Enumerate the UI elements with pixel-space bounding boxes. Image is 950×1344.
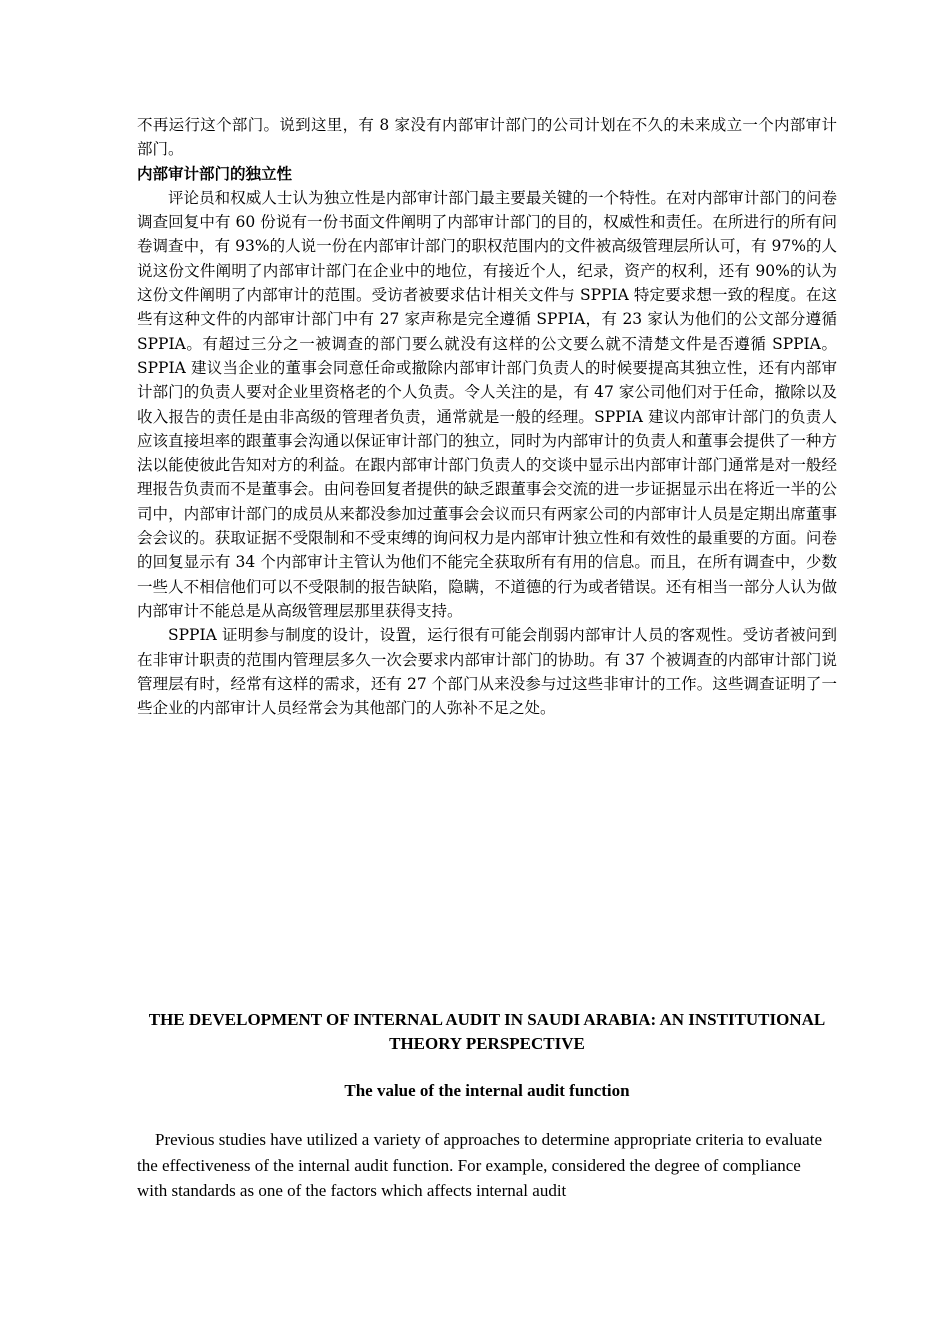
chinese-text-section bbox=[137, 113, 837, 720]
english-title: THE DEVELOPMENT OF INTERNAL AUDIT IN SAUDI ARABIA: AN INSTITUTIONAL THEORY PERSPECTIVE bbox=[148, 1010, 826, 1053]
english-body-paragraph: Previous studies have utilized a variety of approaches to determine appropriate criteria to evaluate the effectiveness of the internal audit function. For example, considered the degree of compliance with standards as one of the factors which affects internal audit bbox=[137, 1130, 822, 1200]
continuation-paragraph: 不再运行这个部门。说到这里，有 8 家没有内部审计部门的公司计划在不久的未来成立一个内部审计部门。 bbox=[137, 116, 837, 159]
body-paragraph-1: 评论员和权威人士认为独立性是内部审计部门最主要最关键的一个特性。在对内部审计部门的问卷调查回复中有 60 份说有一份书面文件阐明了内部审计部门的目的，权威性和责任。在所进行的所有问卷调查中，有 93%的人说一份在内部审计部门的职权范围内的文件被高级管理层所认可，有 97%的人说这份文件阐明了内部审计部门在企业中的地位，有接近个人，纪录，资产的权利，还有 90%的认为这份文件阐明了内部审计的范围。受访者被要求估计相关文件与 SPPIA 特定要求想一致的程度。在这些有这种文件的内部审计部门中有 27 家声称是完全遵循 SPPIA，有 23 家认为他们的公文部分遵循 SPPIA。有超过三分之一被调查的部门要么就没有这样的公文要么就不清楚文件是否遵循 SPPIA。SPPIA 建议当企业的董事会同意任命或撤除内部审计部门负责人的时候要提高其独立性，还有内部审计部门的负责人要对企业里资格老的个人负责。令人关注的是，有 47 家公司他们对于任命，撤除以及收入报告的责任是由非高级的管理者负责，通常就是一般的经理。SPPIA 建议内部审计部门的负责人应该直接坦率的跟董事会沟通以保证审计部门的独立，同时为内部审计的负责人和董事会提供了一种方法以能使彼此告知对方的利益。在跟内部审计部门负责人的交谈中显示出内部审计部门通常是对一般经理报告负责而不是董事会。由问卷回复者提供的缺乏跟董事会交流的进一步证据显示出在将近一半的公司中，内部审计部门的成员从来都没参加过董事会会议而只有两家公司的内部审计人员是定期出席董事会会议的。获取证据不受限制和不受束缚的询问权力是内部审计独立性和有效性的最重要的方面。问卷的回复显示有 34 个内部审计主管认为他们不能完全获取所有有用的信息。而且，在所有调查中，少数一些人不相信他们可以不受限制的报告缺陷，隐瞒，不道德的行为或者错误。还有相当一部分人认为做内部审计不能总是从高级管理层那里获得支持。 bbox=[137, 188, 837, 620]
body-paragraph-2: SPPIA 证明参与制度的设计，设置，运行很有可能会削弱内部审计人员的客观性。受访者被问到在非审计职责的范围内管理层多久一次会要求内部审计部门的协助。有 37 个被调查的内部审计部门说管理层有时，经常有这样的需求，还有 27 个部门从来没参与过这些非审计的工作。这些调查证明了一些企业的内部审计人员经常会为其他部门的人弥补不足之处。 bbox=[137, 626, 837, 718]
english-subtitle: The value of the internal audit function bbox=[344, 1081, 630, 1100]
section-heading: 内部审计部门的独立性 bbox=[137, 164, 293, 183]
